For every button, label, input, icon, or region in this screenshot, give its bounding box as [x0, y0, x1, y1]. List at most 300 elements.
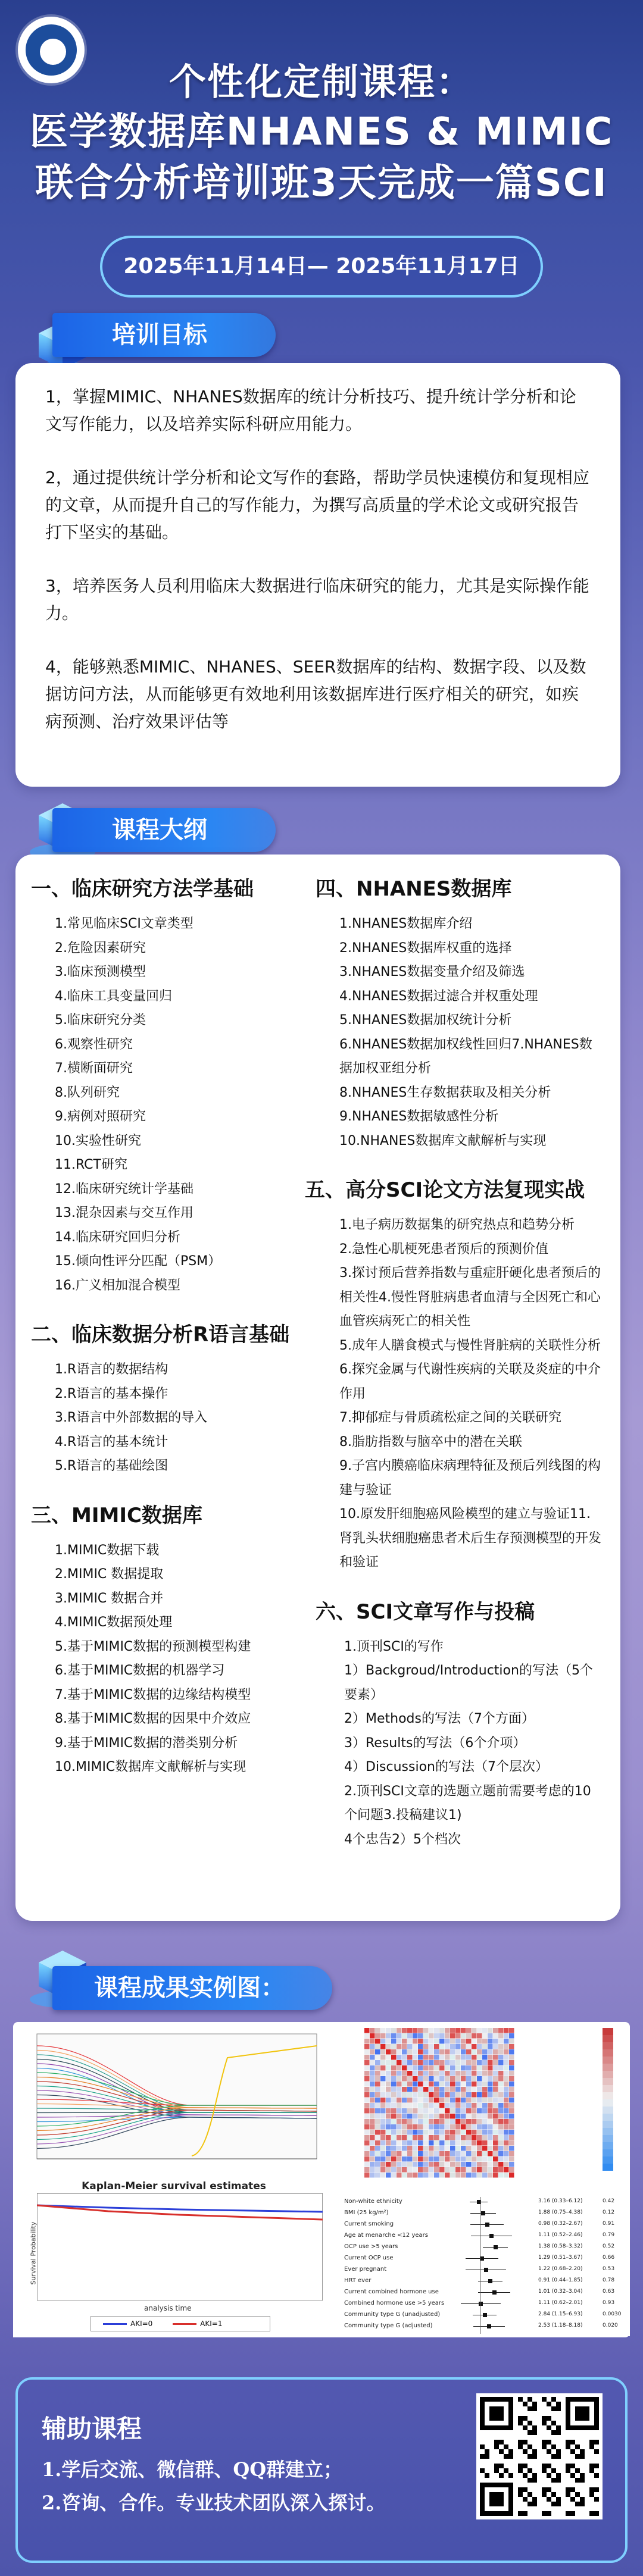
- heatmap-cell: [498, 2162, 504, 2167]
- heatmap-cell: [482, 2055, 488, 2060]
- heatmap-cell: [380, 2044, 386, 2049]
- heatmap-cell: [370, 2114, 375, 2119]
- heatmap-cell: [418, 2039, 423, 2044]
- heatmap-cell: [477, 2140, 482, 2146]
- heatmap-cell: [407, 2044, 413, 2049]
- forest-row-label: Non-white ethnicity: [344, 2198, 402, 2205]
- heatmap-cell: [482, 2103, 488, 2108]
- heatmap-cell: [375, 2135, 380, 2140]
- heatmap-cell: [375, 2108, 380, 2114]
- heatmap-cell: [477, 2087, 482, 2092]
- heatmap-cell: [477, 2103, 482, 2108]
- heatmap-cell: [391, 2092, 397, 2098]
- heatmap-cell: [493, 2103, 498, 2108]
- heatmap-cell: [418, 2108, 423, 2114]
- heatmap-cell: [370, 2055, 375, 2060]
- forest-row-p: 0.93: [603, 2300, 615, 2306]
- heatmap-cell: [493, 2082, 498, 2087]
- heatmap-cell: [386, 2162, 391, 2167]
- heatmap-cell: [402, 2044, 407, 2049]
- heatmap-cell: [450, 2156, 455, 2162]
- heatmap-cell: [504, 2098, 509, 2103]
- heatmap-cell: [429, 2076, 434, 2082]
- heatmap-cell: [493, 2156, 498, 2162]
- heatmap-cell: [450, 2044, 455, 2049]
- heatmap-cell: [364, 2130, 370, 2135]
- goal-item: 3，培养医务人员利用临床大数据进行临床研究的能力，尤其是实际操作能力。: [45, 576, 589, 623]
- heatmap-cell: [418, 2114, 423, 2119]
- heatmap-cell: [504, 2082, 509, 2087]
- heatmap-cell: [434, 2092, 439, 2098]
- heatmap-cell: [466, 2082, 472, 2087]
- heatmap-cell: [461, 2076, 466, 2082]
- heatmap-cell: [407, 2173, 413, 2178]
- heatmap-cell: [445, 2092, 450, 2098]
- heatmap-cell: [429, 2092, 434, 2098]
- heatmap-cell: [450, 2146, 455, 2151]
- heatmap-cell: [488, 2076, 493, 2082]
- heatmap-cell: [455, 2119, 461, 2124]
- forest-row-p: 0.0030: [603, 2311, 622, 2317]
- heatmap-cell: [482, 2167, 488, 2173]
- heatmap-cell: [370, 2108, 375, 2114]
- heatmap-cell: [498, 2103, 504, 2108]
- heatmap-cell: [445, 2033, 450, 2039]
- heatmap-cell: [397, 2146, 402, 2151]
- heatmap-cell: [402, 2173, 407, 2178]
- heatmap-cell: [423, 2135, 429, 2140]
- module-item: 2.R语言的基本操作: [55, 1386, 168, 1401]
- heatmap-cell: [386, 2044, 391, 2049]
- heatmap-cell: [472, 2071, 477, 2076]
- heatmap-cell: [493, 2071, 498, 2076]
- heatmap-cell: [482, 2135, 488, 2140]
- forest-row-label: Current OCP use: [344, 2255, 394, 2261]
- heatmap-cell: [455, 2087, 461, 2092]
- heatmap-cell: [504, 2076, 509, 2082]
- heatmap-cell: [472, 2135, 477, 2140]
- heatmap-cell: [413, 2146, 418, 2151]
- heatmap-cell: [509, 2162, 514, 2167]
- heatmap-cell: [370, 2167, 375, 2173]
- heatmap-cell: [397, 2076, 402, 2082]
- heatmap-cell: [461, 2082, 466, 2087]
- km-legend-label: AKI=0: [130, 2320, 153, 2328]
- heatmap-cell: [423, 2071, 429, 2076]
- heatmap-cell: [429, 2049, 434, 2055]
- heatmap-cell: [472, 2162, 477, 2167]
- heatmap-cell: [482, 2156, 488, 2162]
- heatmap-cell: [455, 2055, 461, 2060]
- heatmap-cell: [375, 2162, 380, 2167]
- heatmap-cell: [482, 2108, 488, 2114]
- heatmap-cell: [466, 2055, 472, 2060]
- heatmap-cell: [472, 2098, 477, 2103]
- module-item: 4.R语言的基本统计: [55, 1434, 168, 1450]
- heatmap-cell: [461, 2108, 466, 2114]
- module-list: [31, 1358, 317, 1479]
- heatmap-cell: [434, 2124, 439, 2130]
- heatmap-cell: [375, 2140, 380, 2146]
- heatmap-cell: [466, 2108, 472, 2114]
- heatmap-cell: [418, 2135, 423, 2140]
- heatmap-cell: [429, 2039, 434, 2044]
- heatmap-cell: [434, 2167, 439, 2173]
- heatmap-cell: [434, 2119, 439, 2124]
- heatmap-cell: [391, 2119, 397, 2124]
- heatmap-cell: [397, 2173, 402, 2178]
- heatmap-legend-cell: [603, 2085, 613, 2092]
- heatmap-cell: [466, 2092, 472, 2098]
- heatmap-cell: [402, 2146, 407, 2151]
- heatmap-cell: [423, 2076, 429, 2082]
- correlation-heatmap: [341, 2022, 630, 2192]
- heatmap-cell: [477, 2060, 482, 2065]
- module-item: 9.子宫内膜癌临床病理特征及预后列线图的构建与验证: [339, 1458, 601, 1498]
- heatmap-cell: [386, 2124, 391, 2130]
- heatmap-cell: [509, 2071, 514, 2076]
- heatmap-cell: [439, 2140, 445, 2146]
- heatmap-cell: [504, 2162, 509, 2167]
- module-item: 3.MIMIC 数据合并: [55, 1591, 164, 1606]
- heatmap-cell: [445, 2173, 450, 2178]
- heatmap-cell: [445, 2124, 450, 2130]
- heatmap-cell: [439, 2033, 445, 2039]
- forest-row-value: 0.98 (0.32–2.67): [538, 2221, 583, 2227]
- heatmap-cell: [391, 2098, 397, 2103]
- heatmap-cell: [488, 2124, 493, 2130]
- heatmap-cell: [509, 2049, 514, 2055]
- heatmap-cell: [397, 2156, 402, 2162]
- module-list: [31, 912, 317, 1298]
- heatmap-cell: [391, 2135, 397, 2140]
- heatmap-cell: [450, 2033, 455, 2039]
- heatmap-cell: [418, 2028, 423, 2033]
- heatmap-cell: [466, 2044, 472, 2049]
- heatmap-legend-cell: [603, 2042, 613, 2049]
- heatmap-cell: [482, 2044, 488, 2049]
- heatmap-cell: [413, 2098, 418, 2103]
- heatmap-cell: [386, 2173, 391, 2178]
- heatmap-cell: [455, 2076, 461, 2082]
- forest-row-p: 0.42: [603, 2198, 615, 2204]
- heatmap-cell: [364, 2119, 370, 2124]
- heatmap-cell: [498, 2108, 504, 2114]
- outline-card: [15, 855, 620, 1921]
- module-item: 3.R语言中外部数据的导入: [55, 1410, 208, 1425]
- forest-row-label: Ever pregnant: [344, 2266, 387, 2273]
- heatmap-cell: [445, 2055, 450, 2060]
- heatmap-cell: [380, 2114, 386, 2119]
- heatmap-cell: [509, 2108, 514, 2114]
- heatmap-cell: [423, 2130, 429, 2135]
- heatmap-cell: [391, 2065, 397, 2071]
- heatmap-cell: [434, 2028, 439, 2033]
- heatmap-cell: [450, 2130, 455, 2135]
- heatmap-cell: [386, 2082, 391, 2087]
- heatmap-cell: [434, 2082, 439, 2087]
- heatmap-cell: [455, 2028, 461, 2033]
- forest-row-value: 1.11 (0.62–2.01): [538, 2300, 583, 2306]
- heatmap-cell: [380, 2156, 386, 2162]
- heatmap-cell: [493, 2146, 498, 2151]
- heatmap-cell: [439, 2146, 445, 2151]
- heatmap-cell: [450, 2173, 455, 2178]
- module-item: 3.NHANES数据变量介绍及筛选: [339, 965, 525, 979]
- heatmap-cell: [498, 2119, 504, 2124]
- km-title: Kaplan-Meier survival estimates: [82, 2180, 266, 2192]
- heatmap-cell: [482, 2087, 488, 2092]
- module-item: 8.脂肪指数与脑卒中的潜在关联: [339, 1434, 522, 1450]
- heatmap-cell: [391, 2087, 397, 2092]
- heatmap-cell: [455, 2092, 461, 2098]
- heatmap-cell: [455, 2033, 461, 2039]
- heatmap-cell: [402, 2151, 407, 2156]
- heatmap-cell: [434, 2060, 439, 2065]
- heatmap-cell: [364, 2151, 370, 2156]
- heatmap-cell: [413, 2049, 418, 2055]
- heatmap-cell: [397, 2065, 402, 2071]
- module-item: 1.MIMIC数据下载: [55, 1542, 160, 1558]
- heatmap-cell: [386, 2092, 391, 2098]
- heatmap-cell: [439, 2135, 445, 2140]
- footer-heading: 辅助课程: [42, 2414, 142, 2443]
- heatmap-cell: [439, 2162, 445, 2167]
- heatmap-cell: [380, 2167, 386, 2173]
- heatmap-cell: [407, 2103, 413, 2108]
- heatmap-cell: [397, 2039, 402, 2044]
- heatmap-cell: [380, 2065, 386, 2071]
- heatmap-cell: [482, 2162, 488, 2167]
- heatmap-cell: [445, 2049, 450, 2055]
- forest-point: [484, 2268, 488, 2272]
- heatmap-cell: [397, 2060, 402, 2065]
- heatmap-cell: [397, 2119, 402, 2124]
- heatmap-cell: [423, 2033, 429, 2039]
- section-heading-outline: 课程大纲: [52, 808, 276, 852]
- heatmap-cell: [461, 2033, 466, 2039]
- heatmap-cell: [472, 2055, 477, 2060]
- heatmap-cell: [504, 2039, 509, 2044]
- heatmap-cell: [407, 2087, 413, 2092]
- heatmap-cell: [380, 2124, 386, 2130]
- heatmap-cell: [477, 2173, 482, 2178]
- heatmap-cell: [509, 2124, 514, 2130]
- heatmap-cell: [375, 2167, 380, 2173]
- heatmap-cell: [402, 2033, 407, 2039]
- heatmap-cell: [466, 2103, 472, 2108]
- heatmap-cell: [370, 2092, 375, 2098]
- heatmap-cell: [397, 2124, 402, 2130]
- heatmap-cell: [386, 2065, 391, 2071]
- heatmap-cell: [477, 2156, 482, 2162]
- heatmap-cell: [429, 2124, 434, 2130]
- heatmap-cell: [482, 2124, 488, 2130]
- heatmap-cell: [364, 2114, 370, 2119]
- heatmap-cell: [504, 2114, 509, 2119]
- heatmap-cell: [472, 2119, 477, 2124]
- heatmap-cell: [498, 2071, 504, 2076]
- heatmap-legend-cell: [603, 2092, 613, 2099]
- heatmap-cell: [504, 2060, 509, 2065]
- heatmap-cell: [493, 2076, 498, 2082]
- qr-code: [476, 2393, 603, 2519]
- heatmap-cell: [450, 2135, 455, 2140]
- heatmap-cell: [504, 2135, 509, 2140]
- module-item: 12.临床研究统计学基础: [55, 1181, 193, 1197]
- heatmap-cell: [477, 2151, 482, 2156]
- module-list: [316, 1635, 601, 1852]
- heatmap-cell: [477, 2092, 482, 2098]
- heatmap-cell: [418, 2044, 423, 2049]
- heatmap-cell: [402, 2114, 407, 2119]
- heatmap-cell: [498, 2082, 504, 2087]
- heatmap-cell: [493, 2114, 498, 2119]
- heatmap-cell: [477, 2055, 482, 2060]
- heatmap-cell: [477, 2033, 482, 2039]
- heatmap-cell: [386, 2151, 391, 2156]
- heatmap-cell: [498, 2065, 504, 2071]
- heatmap-cell: [375, 2119, 380, 2124]
- heatmap-cell: [488, 2060, 493, 2065]
- heatmap-cell: [375, 2039, 380, 2044]
- heatmap-legend-cell: [603, 2099, 613, 2107]
- forest-point: [494, 2245, 498, 2249]
- heatmap-cell: [413, 2173, 418, 2178]
- heatmap-cell: [439, 2028, 445, 2033]
- heatmap-cell: [472, 2130, 477, 2135]
- forest-point: [488, 2279, 492, 2283]
- heatmap-cell: [418, 2156, 423, 2162]
- heatmap-cell: [493, 2130, 498, 2135]
- heatmap-cell: [493, 2119, 498, 2124]
- forest-row-label: BMI (25 kg/m²): [344, 2209, 389, 2216]
- heatmap-cell: [488, 2065, 493, 2071]
- heatmap-cell: [509, 2135, 514, 2140]
- heatmap-cell: [423, 2055, 429, 2060]
- forest-point: [480, 2256, 484, 2261]
- heatmap-cell: [450, 2114, 455, 2119]
- forest-row-value: 1.22 (0.68–2.20): [538, 2266, 583, 2272]
- heatmap-cell: [397, 2082, 402, 2087]
- heatmap-cell: [370, 2028, 375, 2033]
- forest-point: [485, 2223, 489, 2227]
- heatmap-cell: [375, 2124, 380, 2130]
- heatmap-cell: [498, 2049, 504, 2055]
- heatmap-cell: [402, 2108, 407, 2114]
- heatmap-cell: [370, 2124, 375, 2130]
- heatmap-cell: [461, 2135, 466, 2140]
- heatmap-cell: [418, 2087, 423, 2092]
- module-title: 二、临床数据分析R语言基础: [31, 1323, 290, 1347]
- heatmap-cell: [472, 2167, 477, 2173]
- heatmap-cell: [466, 2114, 472, 2119]
- heatmap-cell: [380, 2146, 386, 2151]
- heatmap-cell: [482, 2071, 488, 2076]
- heatmap-cell: [413, 2082, 418, 2087]
- heatmap-cell: [370, 2098, 375, 2103]
- heatmap-cell: [439, 2173, 445, 2178]
- heatmap-cell: [493, 2162, 498, 2167]
- heatmap-cell: [493, 2028, 498, 2033]
- heatmap-cell: [509, 2039, 514, 2044]
- module-item: 8.NHANES生存数据获取及相关分析: [339, 1085, 551, 1100]
- heatmap-cell: [397, 2108, 402, 2114]
- heatmap-cell: [418, 2055, 423, 2060]
- heatmap-cell: [498, 2076, 504, 2082]
- heatmap-cell: [455, 2167, 461, 2173]
- heatmap-cell: [402, 2124, 407, 2130]
- heatmap-cell: [429, 2082, 434, 2087]
- forest-row-value: 2.53 (1.18–8.18): [538, 2323, 583, 2328]
- heatmap-cell: [434, 2033, 439, 2039]
- module-item: 9.基于MIMIC数据的潜类别分析: [55, 1735, 238, 1751]
- heatmap-cell: [488, 2071, 493, 2076]
- heatmap-cell: [477, 2082, 482, 2087]
- forest-row-label: Current combined hormone use: [344, 2289, 439, 2295]
- heatmap-cell: [498, 2087, 504, 2092]
- heatmap-legend-cell: [603, 2164, 613, 2171]
- heatmap-cell: [488, 2119, 493, 2124]
- heatmap-cell: [423, 2140, 429, 2146]
- heatmap-cell: [504, 2028, 509, 2033]
- heatmap-cell: [364, 2049, 370, 2055]
- heatmap-cell: [493, 2087, 498, 2092]
- heatmap-cell: [482, 2082, 488, 2087]
- heatmap-cell: [434, 2087, 439, 2092]
- heatmap-cell: [397, 2140, 402, 2146]
- heatmap-cell: [402, 2076, 407, 2082]
- heatmap-cell: [504, 2146, 509, 2151]
- heatmap-cell: [413, 2135, 418, 2140]
- heatmap-cell: [488, 2103, 493, 2108]
- heatmap-cell: [504, 2156, 509, 2162]
- heatmap-cell: [370, 2033, 375, 2039]
- heatmap-cell: [445, 2071, 450, 2076]
- heatmap-cell: [445, 2103, 450, 2108]
- forest-point: [492, 2290, 497, 2295]
- heatmap-cell: [488, 2173, 493, 2178]
- heatmap-cell: [477, 2098, 482, 2103]
- heatmap-cell: [364, 2087, 370, 2092]
- section-heading-results: 课程成果实例图：: [52, 1966, 332, 2010]
- heatmap-cell: [445, 2087, 450, 2092]
- heatmap-cell: [466, 2049, 472, 2055]
- heatmap-cell: [504, 2087, 509, 2092]
- heatmap-cell: [364, 2060, 370, 2065]
- heatmap-cell: [402, 2071, 407, 2076]
- heatmap-cell: [397, 2028, 402, 2033]
- heatmap-cell: [461, 2162, 466, 2167]
- heatmap-cell: [450, 2087, 455, 2092]
- heatmap-cell: [509, 2055, 514, 2060]
- heatmap-cell: [413, 2055, 418, 2060]
- heatmap-cell: [375, 2044, 380, 2049]
- heatmap-cell: [466, 2028, 472, 2033]
- heatmap-cell: [429, 2098, 434, 2103]
- heatmap-cell: [370, 2076, 375, 2082]
- heatmap-cell: [418, 2167, 423, 2173]
- heatmap-cell: [434, 2162, 439, 2167]
- forest-point: [481, 2211, 485, 2215]
- heatmap-cell: [493, 2140, 498, 2146]
- heatmap-cell: [423, 2173, 429, 2178]
- heatmap-cell: [397, 2103, 402, 2108]
- heatmap-cell: [445, 2130, 450, 2135]
- heatmap-cell: [386, 2049, 391, 2055]
- heatmap-cell: [375, 2156, 380, 2162]
- heatmap-cell: [445, 2076, 450, 2082]
